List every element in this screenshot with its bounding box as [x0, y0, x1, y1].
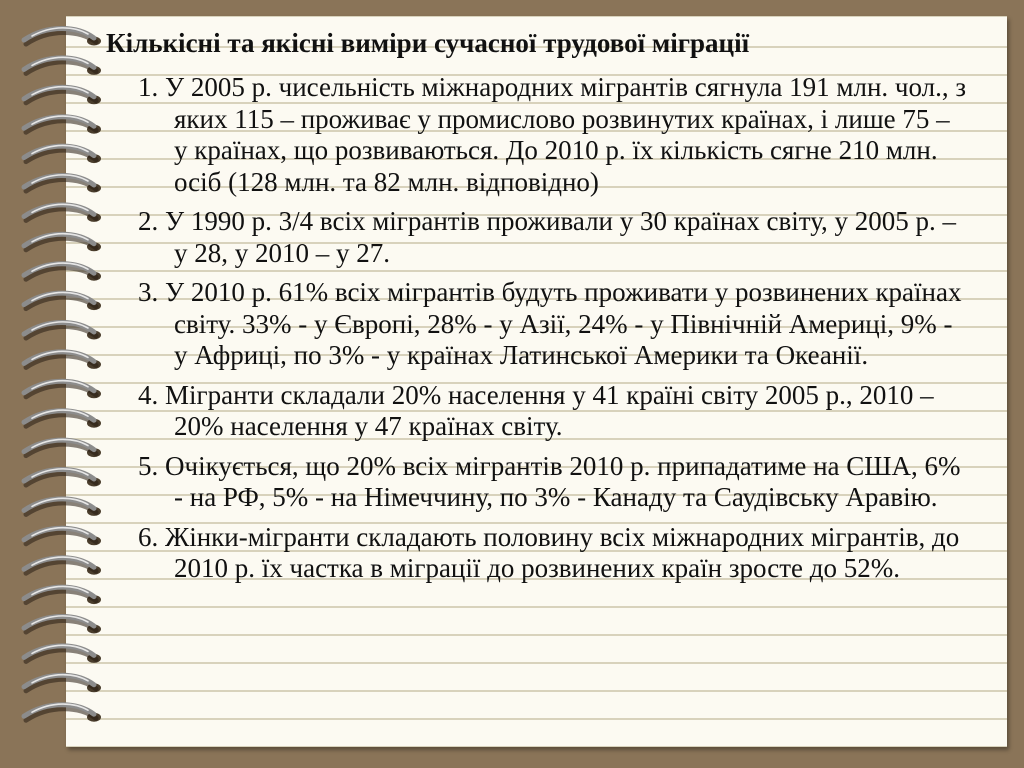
- item-list: [138, 72, 968, 593]
- slide-title: Кількісні та якісні виміри сучасної трудової міграції: [106, 28, 750, 58]
- list-item: 5. Очікується, що 20% всіх мігрантів 2010 р. припадатиме на США, 6% - на РФ, 5% - на Німеччину, по 3% - Канаду та Саудівську Аравію.: [138, 450, 961, 512]
- list-item: 6. Жінки-мігранти складають половину всіх міжнародних мігрантів, до 2010 р. їх частка в міграції до розвинених країн зросте до 52%.: [138, 521, 960, 583]
- list-item: 1. У 2005 р. чисельність міжнародних мігрантів сягнула 191 млн. чол., з яких 115 – проживає у промислово розвинутих країнах, і лише 75 – у країнах, що розвиваються. До 2010 р. їх кількість сягне 210 млн. осіб (128 млн. та 82 млн. відповідно): [138, 72, 967, 197]
- list-item: 3. У 2010 р. 61% всіх мігрантів будуть проживати у розвинених країнах світу. 33% - у Європі, 28% - у Азії, 24% - у Північній Америці, 9% - у Африці, по 3% - у країнах Латинської Америки та Океанії.: [138, 277, 962, 370]
- list-item: 2. У 1990 р. 3/4 всіх мігрантів проживали у 30 країнах світу, у 2005 р. – у 28, у 2010 – у 27.: [138, 206, 957, 268]
- list-item: 4. Мігранти складали 20% населення у 41 країні світу 2005 р., 2010 – 20% населення у 47 країнах світу.: [138, 379, 934, 441]
